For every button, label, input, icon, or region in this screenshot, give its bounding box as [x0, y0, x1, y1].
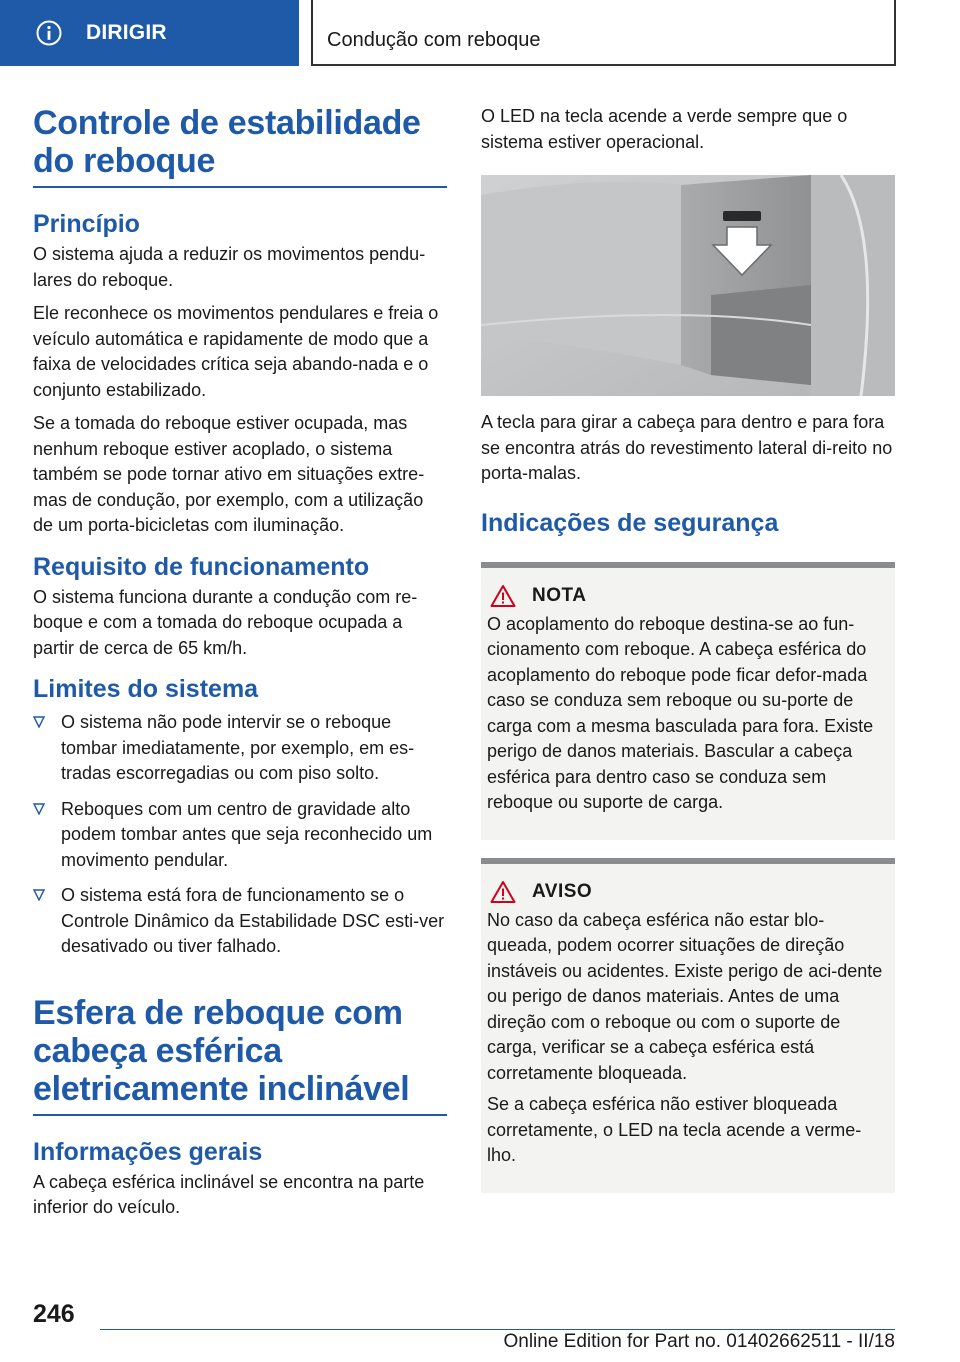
warning-triangle-icon — [490, 880, 516, 904]
right-column — [481, 104, 895, 1211]
notice-nota — [481, 562, 895, 840]
heading-safety: Indicações de segurança — [481, 508, 779, 537]
heading-general-info: Informações gerais — [33, 1137, 263, 1166]
paragraph-principle-3: Se a tomada do reboque estiver ocupada, mas nenhum reboque estiver acoplado, o sistema também se pode tornar ativo em situações extre-mas de condução, por exemplo, com a utilização de um porta-bicicletas com iluminação. — [33, 413, 425, 535]
paragraph-general-info: A cabeça esférica inclinável se encontra na parte inferior do veículo. — [33, 1171, 425, 1217]
heading-system-limits: Limites do sistema — [33, 675, 259, 703]
notice-aviso — [481, 858, 895, 1193]
list-item: O sistema não pode intervir se o reboque tombar imediatamente, por exemplo, em es-tradas escorregadias ou com piso solto. — [33, 710, 447, 787]
heading-principle: Princípio — [33, 210, 140, 238]
notice-label-nota: NOTA — [532, 584, 587, 606]
paragraph-principle-2: Ele reconhece os movimentos pendulares e freia o veículo automática e rapidamente de modo que a faixa de velocidades crítica seja abando-nada e o conjunto estabilizado. — [33, 303, 439, 400]
list-item: Reboques com um centro de gravidade alto podem tombar antes que seja reconhecido um movimento pendular. — [33, 797, 447, 874]
paragraph-led: O LED na tecla acende a verde sempre que o sistema estiver operacional. — [481, 106, 848, 152]
warning-triangle-icon — [490, 584, 516, 608]
limits-list — [33, 710, 447, 960]
chapter-title-box — [311, 0, 896, 66]
footer-divider — [100, 1329, 895, 1330]
left-column — [33, 104, 447, 1229]
trunk-button-illustration — [481, 175, 895, 396]
paragraph-requirement: O sistema funciona durante a condução com re-boque e com a tomada do reboque ocupada a partir de cerca de 65 km/h. — [33, 586, 418, 658]
triangle-bullet-icon — [33, 716, 45, 728]
notice-text-aviso-1: No caso da cabeça esférica não estar blo-queada, podem ocorrer situações de direção instáveis ou acidentes. Existe perigo de aci-dente ou perigo de danos materiais. Antes de uma direção com o reboque ou com o suporte de carga, verificar se a cabeça esférica está corretamente bloqueada. — [487, 909, 883, 1083]
heading-tow-ball: Esfera de reboque com cabeça esférica eletricamente inclinável — [33, 994, 447, 1116]
list-item: O sistema está fora de funcionamento se o Controle Dinâmico da Estabilidade DSC esti-ver desativado ou tiver falhado. — [33, 883, 447, 960]
paragraph-principle-1: O sistema ajuda a reduzir os movimentos pendu-lares do reboque. — [33, 244, 426, 290]
paragraph-button-location: A tecla para girar a cabeça para dentro e para fora se encontra atrás do revestimento lateral di-reito no porta-malas. — [481, 412, 893, 483]
page-number: 246 — [33, 1300, 75, 1328]
chapter-title: Condução com reboque — [327, 29, 541, 51]
heading-stability-control: Controle de estabilidade do reboque — [33, 104, 447, 188]
triangle-bullet-icon — [33, 803, 45, 815]
notice-text-nota: O acoplamento do reboque destina-se ao fun-cionamento com reboque. A cabeça esférica do acoplamento do reboque pode ficar defor-mada caso se conduza sem reboque ou su-porte de carga com a mesma basculada para fora. Existe perigo de danos materiais. Bascular a cabeça esférica para dentro caso se conduza sem reboque ou suporte de carga. — [487, 613, 874, 812]
notice-label-aviso: AVISO — [532, 880, 593, 902]
section-tab — [0, 0, 299, 66]
section-label: DIRIGIR — [86, 21, 167, 44]
info-icon — [36, 20, 62, 46]
footer-edition: Online Edition for Part no. 01402662511 - II/18 — [503, 1331, 895, 1352]
notice-text-aviso-2: Se a cabeça esférica não estiver bloqueada corretamente, o LED na tecla acende a verme-lho. — [487, 1094, 862, 1165]
heading-requirement: Requisito de funcionamento — [33, 552, 370, 581]
triangle-bullet-icon — [33, 889, 45, 901]
